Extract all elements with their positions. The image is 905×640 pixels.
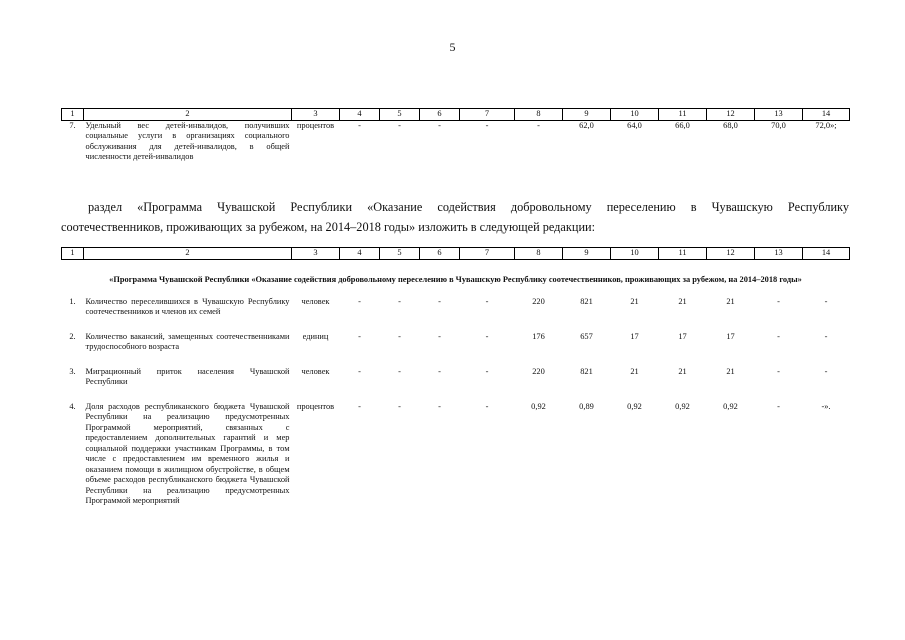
value-cell: - xyxy=(777,296,780,306)
value-cell: - xyxy=(438,366,441,376)
header-cell: 9 xyxy=(563,109,611,121)
value-cell: - xyxy=(485,366,489,376)
value-cell: - xyxy=(358,120,361,130)
header-cell: 14 xyxy=(803,109,850,121)
value-cell: - xyxy=(398,366,401,376)
value-cell: - xyxy=(438,120,441,130)
table-row xyxy=(62,402,850,507)
header-cell: 11 xyxy=(659,248,707,260)
program-title: «Программа Чувашской Республики «Оказание содействия добровольному переселению в Чувашскую Республику соотечественников, проживающих за рубежом, на 2014–2018 годы» xyxy=(109,274,802,284)
value-cell: 21 xyxy=(630,296,639,306)
header-cell: 10 xyxy=(611,109,659,121)
value-cell: 0,92 xyxy=(723,401,738,411)
value-cell: 821 xyxy=(580,366,593,376)
value-cell: - xyxy=(777,331,780,341)
indicator-name: Доля расходов республиканского бюджета Чувашской Республики на реализацию предусмотренных Программой мероприятий, связанных с предоставлением дополнительных гарантий и мер социальной поддержки участникам Программы, в том числе с предоставлением им временного жилья и оказанием помощи в жилищном обустройстве, в общем объеме расходов республиканского бюджета Чувашской Республики на реализацию предусмотренных Программой мероприятий xyxy=(85,401,290,505)
header-cell: 6 xyxy=(420,109,460,121)
header-cell: 6 xyxy=(420,248,460,260)
value-cell: 21 xyxy=(678,366,687,376)
header-cell: 2 xyxy=(84,109,292,121)
header-cell: 1 xyxy=(62,109,84,121)
program-title-row xyxy=(62,259,850,297)
value-cell: - xyxy=(438,296,441,306)
table-row xyxy=(62,332,850,353)
header-cell: 11 xyxy=(659,109,707,121)
header-cell: 4 xyxy=(340,109,380,121)
header-cell: 12 xyxy=(707,248,755,260)
value-cell: - xyxy=(398,331,401,341)
value-cell: - xyxy=(438,331,441,341)
value-cell: - xyxy=(438,401,441,411)
value-cell: - xyxy=(398,401,401,411)
table-header-row xyxy=(62,248,850,260)
value-cell: 17 xyxy=(678,331,687,341)
value-cell: 62,0 xyxy=(579,120,594,130)
value-cell: - xyxy=(358,366,361,376)
unit: процентов xyxy=(296,120,335,130)
value-cell: - xyxy=(824,296,828,306)
value-cell: - xyxy=(358,296,361,306)
table-header-row xyxy=(62,109,850,121)
value-cell: 220 xyxy=(532,366,545,376)
row-number: 7. xyxy=(69,120,76,130)
value-cell: - xyxy=(824,366,828,376)
value-cell: 220 xyxy=(532,296,545,306)
value-cell: 0,92 xyxy=(675,401,690,411)
value-cell: 17 xyxy=(630,331,639,341)
header-cell: 13 xyxy=(755,109,803,121)
value-cell: 21 xyxy=(726,366,735,376)
header-cell: 14 xyxy=(803,248,850,260)
indicator-table-1 xyxy=(61,108,850,163)
row-number: 1. xyxy=(69,296,76,306)
value-cell: 21 xyxy=(678,296,687,306)
header-cell: 5 xyxy=(380,109,420,121)
indicator-name: Количество вакансий, замещенных соотечественниками трудоспособного возраста xyxy=(85,331,290,351)
value-cell: - xyxy=(485,331,489,341)
page-number: 5 xyxy=(449,40,456,54)
value-cell: - xyxy=(485,401,489,411)
header-cell: 10 xyxy=(611,248,659,260)
value-cell: - xyxy=(358,331,361,341)
value-cell: 21 xyxy=(630,366,639,376)
row-number: 2. xyxy=(69,331,76,341)
unit: процентов xyxy=(296,401,335,411)
paragraph-line-1: раздел «Программа Чувашской Республики «Оказание содействия добровольному переселению в Чувашскую Республику xyxy=(88,200,849,214)
value-cell: 176 xyxy=(532,331,545,341)
header-cell: 3 xyxy=(292,248,340,260)
header-cell: 5 xyxy=(380,248,420,260)
value-cell: 17 xyxy=(726,331,735,341)
row-number: 3. xyxy=(69,366,76,376)
header-cell: 12 xyxy=(707,109,755,121)
value-cell: 66,0 xyxy=(675,120,690,130)
value-cell: 21 xyxy=(726,296,735,306)
unit: человек xyxy=(301,296,330,306)
indicator-name: Количество переселившихся в Чувашскую Республику соотечественников и членов их семей xyxy=(85,296,290,316)
value-cell: 657 xyxy=(580,331,593,341)
value-cell: - xyxy=(777,366,780,376)
value-cell: 72,0»; xyxy=(815,120,837,130)
indicator-table-2 xyxy=(61,247,850,507)
unit: человек xyxy=(301,366,330,376)
value-cell: - xyxy=(398,296,401,306)
value-cell: - xyxy=(824,331,828,341)
header-cell: 8 xyxy=(515,248,563,260)
header-cell: 9 xyxy=(563,248,611,260)
value-cell: 0,92 xyxy=(531,401,546,411)
value-cell: - xyxy=(398,120,401,130)
header-cell: 8 xyxy=(515,109,563,121)
table-row xyxy=(62,297,850,318)
value-cell: 0,92 xyxy=(627,401,642,411)
value-cell: -». xyxy=(821,401,831,411)
value-cell: 64,0 xyxy=(627,120,642,130)
table-row xyxy=(62,120,850,163)
value-cell: 68,0 xyxy=(723,120,738,130)
value-cell: - xyxy=(777,401,780,411)
value-cell: 0,89 xyxy=(579,401,594,411)
value-cell: 70,0 xyxy=(771,120,786,130)
header-cell: 1 xyxy=(62,248,84,260)
table-row xyxy=(62,367,850,388)
header-cell: 7 xyxy=(460,109,515,121)
value-cell: - xyxy=(358,401,361,411)
value-cell: - xyxy=(485,296,489,306)
header-cell: 4 xyxy=(340,248,380,260)
amendment-paragraph xyxy=(61,197,849,237)
value-cell: 821 xyxy=(580,296,593,306)
unit: единиц xyxy=(302,331,329,341)
indicator-name: Миграционный приток населения Чувашской Республики xyxy=(85,366,290,386)
value-cell: - xyxy=(537,120,540,130)
header-cell: 13 xyxy=(755,248,803,260)
header-cell: 3 xyxy=(292,109,340,121)
value-cell: - xyxy=(485,120,489,130)
paragraph-line-2: соотечественников, проживающих за рубежом, на 2014–2018 годы» изложить в следующей редакции: xyxy=(61,220,596,234)
header-cell: 7 xyxy=(460,248,515,260)
indicator-name: Удельный вес детей-инвалидов, получивших социальные услуги в организациях социального обслуживания для детей-инвалидов, в общей численности детей-инвалидов xyxy=(85,120,290,161)
row-number: 4. xyxy=(69,401,76,411)
header-cell: 2 xyxy=(84,248,292,260)
